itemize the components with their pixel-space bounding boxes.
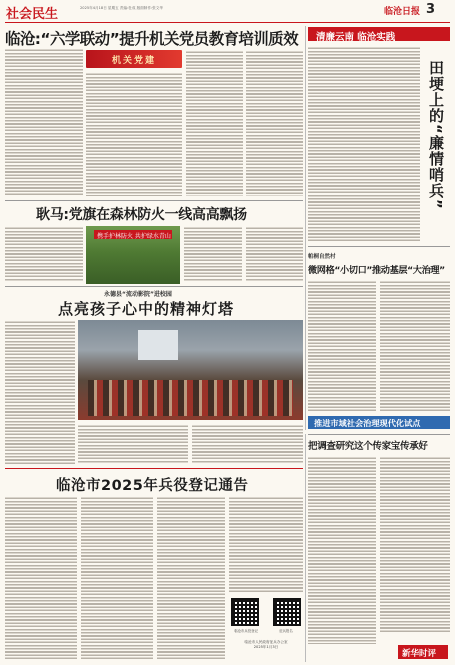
column-right-footer-banner [308, 416, 450, 429]
article1-title: 临沧:“六学联动”提升机关党员教育培训质效 [5, 30, 298, 48]
column-right-header-text: 清廉云南 临沧实践 [316, 31, 396, 43]
article2-top-rule [5, 200, 303, 201]
article1-body-col4 [246, 50, 303, 196]
article2-title: 耿马:党旗在森林防火一线高高飘扬 [36, 207, 247, 223]
article2-photo-caption: 携手护林防火 共护绿水青山 [97, 233, 171, 240]
column-right-sub-body-1 [308, 280, 376, 412]
qr-left-caption: 临沧市兵役登记 [234, 629, 258, 633]
commentary-body-col2 [380, 456, 450, 632]
article3-photo [78, 320, 303, 420]
section-name: 社会民生 [6, 7, 59, 22]
page-number: 3 [426, 2, 436, 17]
commentary-title: 把调查研究这个传家宝传承好 [308, 441, 428, 452]
article1-body-col3 [186, 50, 243, 196]
masthead-rule [5, 22, 450, 23]
article3-body-col2 [78, 424, 188, 464]
qr-code-right [273, 598, 301, 626]
column-right-header [308, 27, 450, 41]
column-right-body [308, 46, 420, 242]
column-right-rule [308, 246, 450, 247]
article1-banner [86, 50, 182, 68]
article4-body-col1 [5, 496, 77, 660]
commentary-top-rule [308, 434, 450, 435]
article4-body-col3 [157, 496, 225, 660]
column-right-vertical-title: 田埂上的“廉情哨兵” [427, 60, 445, 210]
projector-screen [138, 330, 178, 360]
article3-body-col1 [5, 320, 75, 464]
article1-banner-text: 机关党建 [112, 56, 157, 66]
article4-title: 临沧市2025年兵役登记通告 [56, 478, 249, 494]
article2-photo-caption-bar [94, 230, 172, 239]
article2-body-col1 [5, 226, 83, 282]
qr-code-left [231, 598, 259, 626]
qr-right-caption: 征兵报名 [279, 629, 293, 633]
column-right-sub-body-2 [380, 280, 450, 412]
student-crowd [88, 380, 293, 416]
article2-body-col4 [246, 226, 303, 282]
article4-body-col2 [81, 496, 153, 660]
article3-top-rule [5, 286, 303, 287]
article4-top-rule [5, 468, 303, 469]
article3-body-col3 [192, 424, 303, 464]
masthead [0, 0, 455, 22]
commentary-badge-text: 新华时评 [402, 648, 437, 659]
article2-body-col3 [184, 226, 242, 282]
article3-kicker: 永德县“流动影院”进校园 [104, 291, 172, 298]
commentary-badge [398, 645, 448, 659]
article1-body-col2 [86, 72, 182, 196]
article2-photo [86, 226, 180, 284]
column-right-sub-title: 微网格“小切口”推动基层“大治理” [308, 265, 445, 276]
article3-title: 点亮孩子心中的精神灯塔 [58, 300, 235, 318]
logo: 临沧日报 [384, 7, 421, 17]
article1-body-col1 [5, 48, 83, 196]
dateline: 2025年4月18日 星期五 责编:杜成 版面制作:张文华 [80, 6, 163, 10]
article4-sign-off: 临沧市人民政府征兵办公室 2025年1月3日 [244, 640, 288, 649]
commentary-body-col1 [308, 456, 376, 644]
column-right-footer-text: 推进市域社会治理现代化试点 [314, 417, 421, 428]
article4-body-col4 [229, 496, 303, 592]
bottom-column-divider [305, 434, 306, 662]
column-right-sub-kicker: 帕桐自然村 [308, 254, 336, 260]
right-column-divider [305, 26, 306, 430]
